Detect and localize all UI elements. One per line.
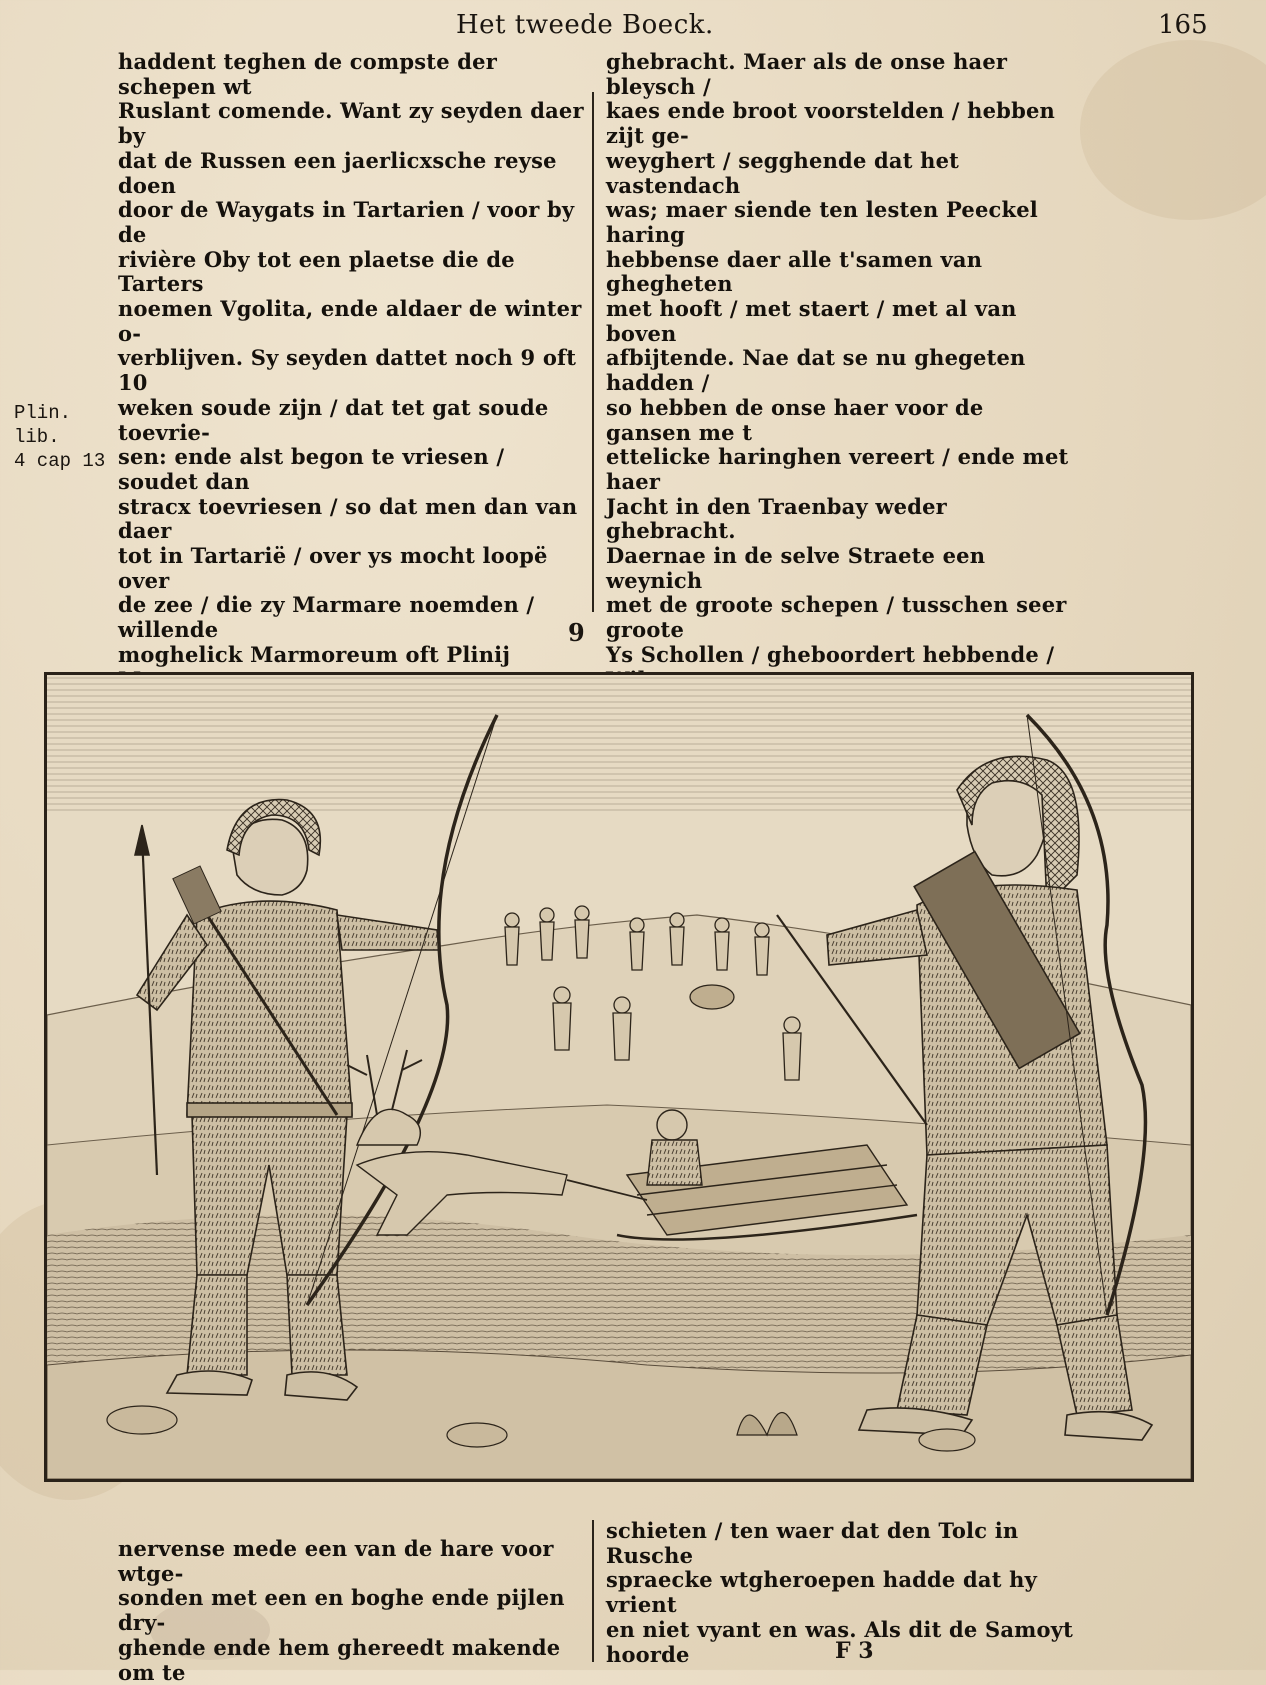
engraving-plate bbox=[44, 672, 1194, 1482]
page-number: 165 bbox=[1158, 10, 1208, 40]
text-column-bottom-left: nervense mede een van de hare voor wtge- sonden met een en boghe ende pijlen dry- ghende ende hem ghereedt makende om te bbox=[118, 1536, 565, 1685]
text-column-top-right: ghebracht. Maer als de onse haer bleysch / kaes ende broot voorstelden / hebben zijt ge- weyghert / segghende dat het vastendach was; maer siende ten lesten Peeckel haring hebbense daer alle t'samen van ghegheten met hooft / met staert / met al van boven afbijtende. Nae dat se nu ghegeten hadden / so hebben de onse haer voor de gansen me t ettelicke haringhen vereert / ende met haer Jacht in den Traenbay weder ghebracht. Daernae in de selve Straete een weynich met de groote schepen / tusschen seer groote Ys Schollen / gheboordert hebbende / bbox=[606, 49, 1069, 667]
column-divider-top bbox=[592, 92, 594, 612]
column-divider-bottom bbox=[592, 1520, 594, 1662]
margin-note: Plin. lib. 4 cap 13 bbox=[14, 402, 106, 472]
plate-mark: 9 bbox=[568, 618, 585, 647]
running-title: Het tweede Boeck. bbox=[456, 10, 714, 40]
running-head bbox=[0, 6, 1266, 42]
engraving-illustration bbox=[47, 675, 1191, 1479]
signature-mark: F 3 bbox=[835, 1638, 874, 1664]
text-column-bottom-right: schieten / ten waer dat den Tolc in Rusche spraecke wtgheroepen hadde dat hy vrient en niet vyant en was. Als dit de Samoyt hoorde bbox=[606, 1518, 1074, 1667]
text-column-top-left: haddent teghen de compste der schepen wt Ruslant comende. Want zy seyden daer by dat de Russen een jaerlicxsche reyse doen door de Waygats in Tartarien / voor by de rivière Oby tot een plaetse die de Tarters noemen Vgolita, ende aldaer de winter o- verblijven. Sy seyden dattet noch 9 oft 10 weken soude zijn / dat tet gat soude toevrie- sen: ende alst begon te vriesen / soudet dan stracx toevriesen / so dat men dan van daer tot in Tartarië / over ys mocht loopë over de zee / die zy Marmare noemden / willende moghelick Marmoreum oft Plinij bbox=[118, 49, 584, 667]
